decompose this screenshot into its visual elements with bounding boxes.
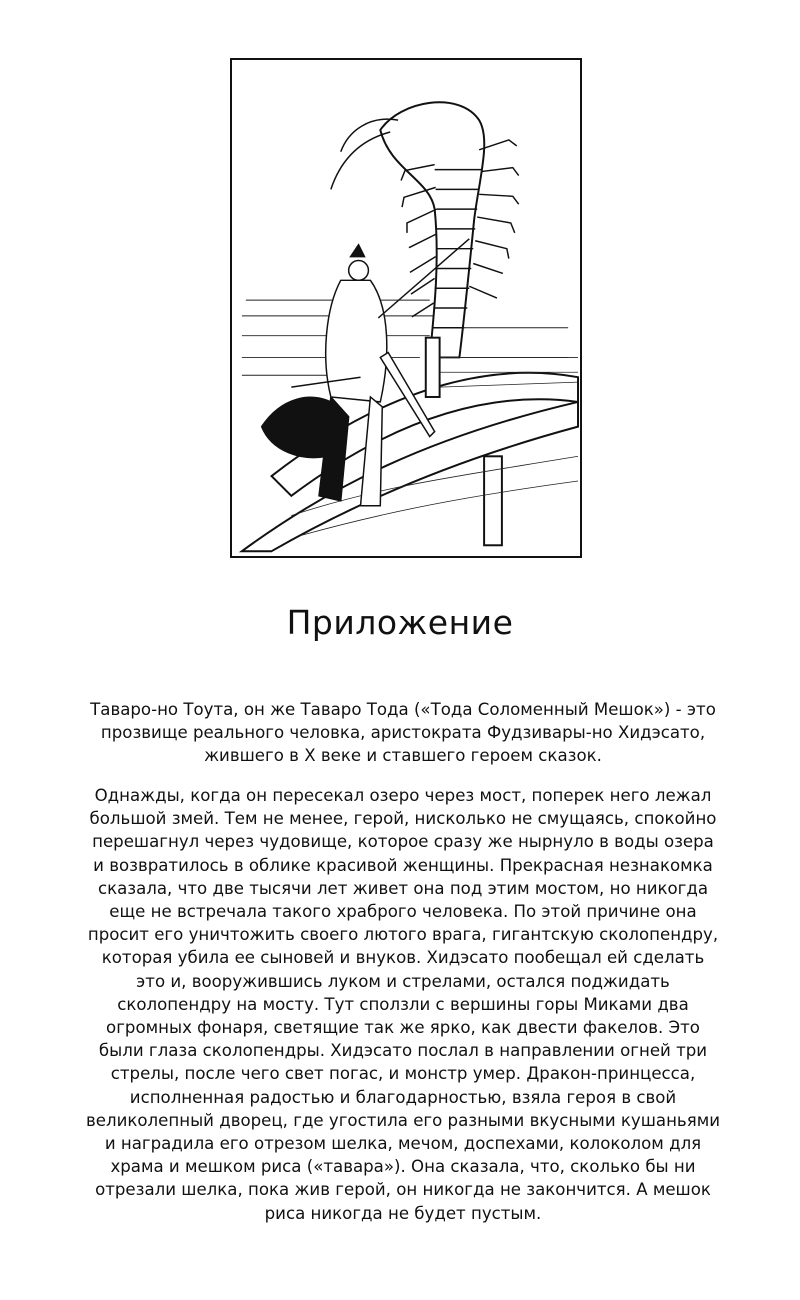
illustration-frame [230, 58, 582, 558]
samurai-centipede-illustration [232, 60, 580, 556]
paragraph-intro: Таваро-но Тоута, он же Таваро Тода («Тода Соломенный Мешок») - это прозвище реального человка, аристократа Фудзивары-но Хидэсато, жившего в X веке и ставшего героем сказок. [90, 700, 716, 766]
page-title: Приложение [286, 603, 514, 642]
paragraph-story: Однажды, когда он пересекал озеро через мост, поперек него лежал большой змей. Тем не менее, герой, нисколько не смущаясь, спокойно перешагнул через чудовище, которое сразу же нырнуло в воды озера и возвратилось в облике красивой женщины. Прекрасная незнакомка сказала, что две тысячи лет живет она под этим мостом, но никогда еще не встречала такого храброго человека. По этой причине она просит его уничтожить своего лютого врага, гигантскую сколопендру, которая убила ее сыновей и внуков. Хидэсато пообещал ей сделать это и, вооружившись луком и стрелами, остался поджидать сколопендру на мосту. Тут сползли с вершины горы Миками два огромных фонаря, светящие так же ярко, как двести факелов. Это были глаза сколопендры. Хидэсато послал в направлении огней три стрелы, после чего свет погас, и монстр умер. Дракон-принцесса, исполненная радостью и благодарностью, взяла героя в свой великолепный дворец, где угостила его разными вкусными кушаньями и наградила его отрезом шелка, мечом, доспехами, колоколом для храма и мешком риса («тавара»). Она сказала, что, сколько бы ни отрезали шелка, пока жив герой, он никогда не закончится. А мешок риса никогда не будет пустым. [86, 786, 720, 1223]
